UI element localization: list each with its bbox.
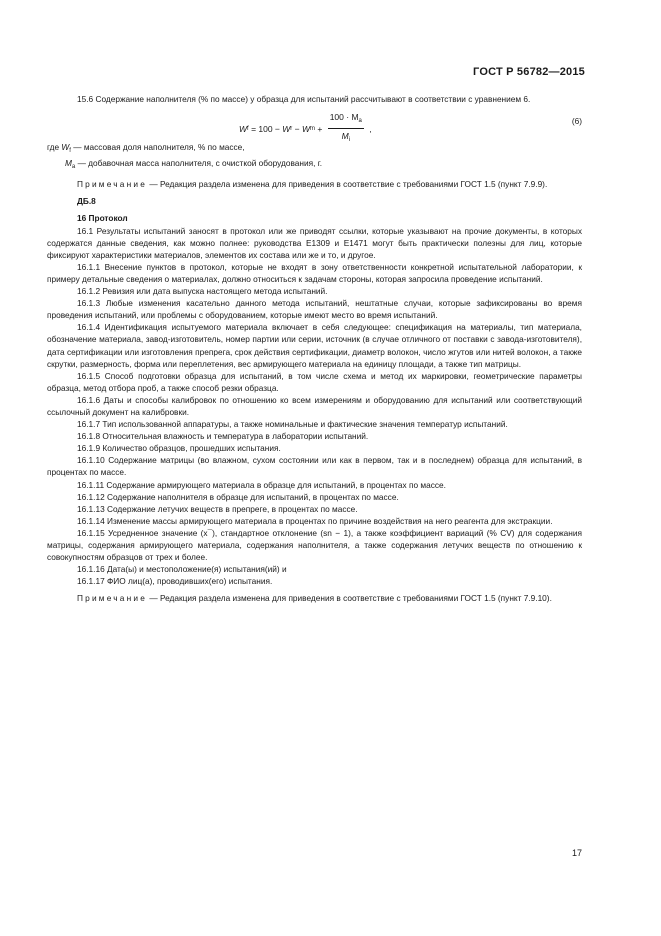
formula-plus: + [315, 123, 325, 134]
formula-term1: W [282, 123, 291, 134]
where-line-1: где $W_f$ — массовая доля наполнителя, % по массе, [47, 142, 245, 155]
formula-minus: − [292, 123, 302, 134]
fraction-denominator: $M_i$ [341, 131, 350, 144]
formula-eq: = 100 − [248, 123, 283, 134]
paragraph-16-1-17: 16.1.17 ФИО лиц(а), проводивших(его) испытания. [77, 576, 273, 587]
paragraph-16-1-16: 16.1.16 Дата(ы) и местоположение(я) испытания(ий) и [77, 564, 287, 575]
paragraph-16-1-4: 16.1.4 Идентификация испытуемого материала включает в себя следующее: спецификация на материалы, тип материала, обозначение материала, завод-изготовитель, номер партии или серии, источник (в случае отличного от поставки с завода-изготовителя), дата сертификации или изготовления препрега, срок действия сертификации, диаметр волокон, число жгутов или нитей волокон, а также скрутки, размерность, форма или переплетения, вес армирующего материала на единицу площади, а также тип матрицы. [47, 322, 582, 369]
page-number: 17 [571, 848, 582, 858]
paragraph-16-1-2: 16.1.2 Ревизия или дата выпуска настоящего метода испытаний. [77, 286, 328, 297]
formula-term2-sub: m [310, 125, 316, 132]
formula-tail: , [366, 123, 372, 134]
paragraph-16-1-15: 16.1.15 Усредненное значение (x¯), стандартное отклонение (sn − 1), а также коэффициент вариаций (% CV) для содержания матрицы, содержания армирующего материала, содержания наполнителя, а также содержания летучих веществ по отношению к совокупностям образцов от трех и более. [47, 527, 582, 563]
note-1: Примечание — Редакция раздела изменена для приведения в соответствие с требованиями ГОСТ 1.5 (пункт 7.9.9). [77, 179, 548, 190]
where-line-2: $M_a$ — добавочная масса наполнителя, с очисткой оборудования, г. [65, 158, 323, 171]
formula-lhs-sub: f [247, 125, 249, 132]
document-header: ГОСТ Р 56782—2015 [473, 66, 585, 78]
formula-lhs: W [239, 123, 248, 134]
paragraph-16-1-6: 16.1.6 Даты и способы калибровок по отношению ко всем измерениям и оборудованию для испытаний или соответствующий ссылочный документ на калибровки. [47, 394, 582, 417]
paragraph-16-1-11: 16.1.11 Содержание армирующего материала в образце для испытаний, в процентах по массе. [77, 479, 446, 490]
formula-term2: W [301, 123, 311, 134]
paragraph-16-1-9: 16.1.9 Количество образцов, прошедших испытания. [77, 443, 281, 454]
paragraph-16-1-10: 16.1.10 Содержание матрицы (во влажном, сухом состоянии или как в первом, так и в последнем) образца для испытаний, в процентах по массе. [47, 455, 582, 478]
section-16-title: 16 Протокол [77, 213, 128, 224]
formula-term1-sub: r [290, 125, 293, 132]
paragraph-16-1-12: 16.1.12 Содержание наполнителя в образце для испытаний, в процентах по массе. [77, 491, 399, 502]
equation-number: (6) [571, 116, 582, 127]
paragraph-16-1-8: 16.1.8 Относительная влажность и температура в лаборатории испытаний. [77, 431, 369, 442]
paragraph-16-1-14: 16.1.14 Изменение массы армирующего материала в процентах по причине воздействия на него реагента для экстракции. [77, 515, 553, 526]
paragraph-16-1-1: 16.1.1 Внесение пунктов в протокол, которые не входят в зону ответственности конкретной испытательной лаборатории, к примеру детальные сведения о материалах, должно относиться к задачам стороны, которая запросила проведение испытаний. [47, 261, 582, 284]
paragraph-16-1-3: 16.1.3 Любые изменения касательно данного метода испытаний, нештатные случаи, которые зафиксированы во время проведения испытаний, или проблемы с оборудованием, которые имеют место во время испытаний. [47, 298, 582, 321]
formula-fraction [328, 111, 364, 146]
equation-6 [47, 107, 582, 144]
formula [239, 111, 372, 146]
paragraph-16-1-5: 16.1.5 Способ подготовки образца для испытаний, в том числе схема и метод их маркировки, геометрические параметры образца, метод отбора проб, а также способ резки образца. [47, 370, 582, 393]
fraction-numerator: $100 \cdot M_a$ [328, 111, 364, 129]
section-db8: ДБ.8 [77, 196, 96, 207]
paragraph-16-1: 16.1 Результаты испытаний заносят в протокол или же приводят ссылки, которые указывают на прочие документы, в которых содержатся данные сведения, как можно полнее: руководства Е1309 и Е1471 могут быть практически полезны для лиц, которые фиксируют характеристики материалов, элементов их состава или же и то, и другое. [47, 225, 582, 260]
page-content [47, 93, 582, 604]
note-2: Примечание — Редакция раздела изменена для приведения в соответствие с требованиями ГОСТ 1.5 (пункт 7.9.10). [77, 593, 552, 604]
paragraph-16-1-13: 16.1.13 Содержание летучих веществ в препреге, в процентах по массе. [77, 503, 358, 514]
paragraph-15-6: 15.6 Содержание наполнителя (% по массе) у образца для испытаний рассчитывают в соответствии с уравнением 6. [77, 94, 531, 104]
paragraph-16-1-7: 16.1.7 Тип использованной аппаратуры, а также номинальные и фактические значения температур испытаний. [77, 419, 508, 430]
